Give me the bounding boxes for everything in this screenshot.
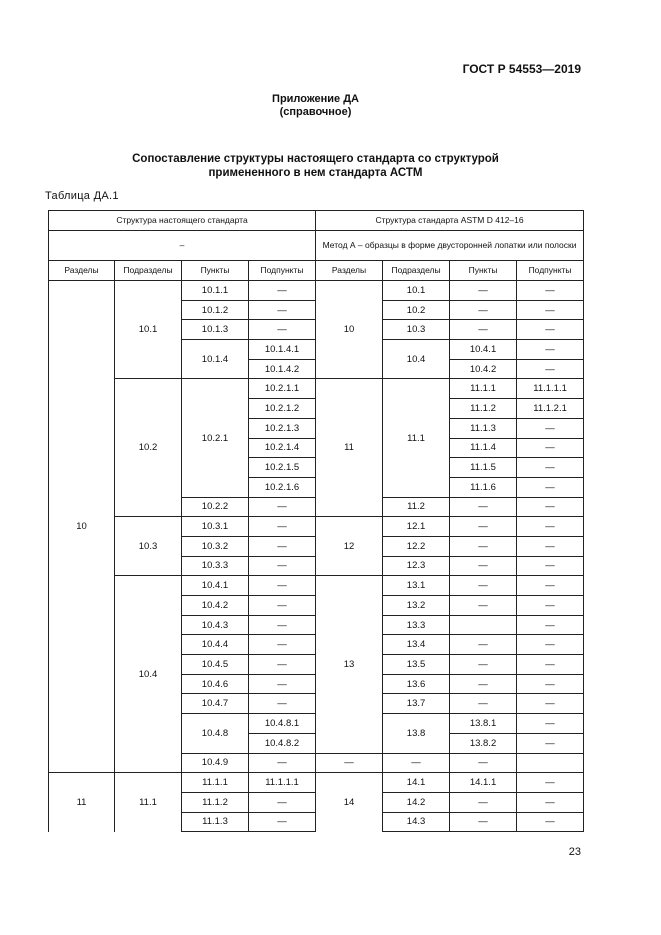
table-cell: 11.1.5 <box>450 458 517 478</box>
right-structure-header: Структура стандарта ASTM D 412–16 <box>316 211 584 231</box>
right-section-cell: 10 <box>316 281 383 379</box>
table-cell: — <box>249 281 316 301</box>
table-cell: — <box>517 635 584 655</box>
table-cell: 10.2.1.2 <box>249 399 316 419</box>
table-caption: Таблица ДА.1 <box>45 190 119 202</box>
table-cell: — <box>450 694 517 714</box>
table-cell: 10.3 <box>383 320 450 340</box>
table-cell <box>450 615 517 635</box>
left-subsection-cell: 11.1 <box>115 773 182 832</box>
appendix-heading <box>0 93 631 119</box>
table-cell: 14.3 <box>383 812 450 832</box>
table-cell: 10.2.1.5 <box>249 458 316 478</box>
table-cell: — <box>249 596 316 616</box>
table-header-row <box>49 211 584 231</box>
table-cell: — <box>517 477 584 497</box>
left-section-cell: 11 <box>49 773 115 832</box>
table-cell: 10.4.6 <box>182 674 249 694</box>
table-cell: 11.1.3 <box>182 812 249 832</box>
left-subsection-cell: 10.1 <box>115 281 182 379</box>
table-cell: 11.2 <box>383 497 450 517</box>
table-cell: 10.4.4 <box>182 635 249 655</box>
table-cell: — <box>249 556 316 576</box>
table-cell: — <box>517 556 584 576</box>
table-cell: 13.1 <box>383 576 450 596</box>
table-cell: — <box>450 596 517 616</box>
table-cell: — <box>517 792 584 812</box>
table-cell: 11.1.2 <box>450 399 517 419</box>
table-cell: 10.3.2 <box>182 536 249 556</box>
table-cell: — <box>517 812 584 832</box>
table-cell: 10.4.3 <box>182 615 249 635</box>
table-cell: 10.2.1.4 <box>249 438 316 458</box>
table-cell: — <box>450 576 517 596</box>
table-cell: — <box>517 615 584 635</box>
table-cell: — <box>450 674 517 694</box>
table-cell: — <box>517 596 584 616</box>
table-cell: 11.1.1 <box>450 379 517 399</box>
table-cell: — <box>249 812 316 832</box>
table-cell: 10.3.1 <box>182 517 249 537</box>
table-cell: — <box>249 694 316 714</box>
table-cell: — <box>517 517 584 537</box>
table-row <box>49 281 584 301</box>
table-cell: 13.5 <box>383 655 450 675</box>
table-cell: 12.2 <box>383 536 450 556</box>
col-header: Пункты <box>450 261 517 281</box>
table-cell: 10.4.7 <box>182 694 249 714</box>
table-cell: 10.1.2 <box>182 300 249 320</box>
table-cell: — <box>517 536 584 556</box>
right-section-cell: 11 <box>316 379 383 517</box>
left-subsection-cell: 10.4 <box>115 576 182 773</box>
table-cell: — <box>249 497 316 517</box>
table-cell: 13.2 <box>383 596 450 616</box>
table-cell: 14.1.1 <box>450 773 517 793</box>
table-row <box>49 773 584 793</box>
table-cell: — <box>450 281 517 301</box>
left-structure-header: Структура настоящего стандарта <box>49 211 316 231</box>
right-section-cell: 14 <box>316 773 383 832</box>
right-section-cell: 13 <box>316 576 383 753</box>
table-cell: 10.2.2 <box>182 497 249 517</box>
table-cell: 10.4.2 <box>182 596 249 616</box>
table-cell: 10.1.3 <box>182 320 249 340</box>
table-cell: — <box>249 300 316 320</box>
table-cell: — <box>517 773 584 793</box>
right-subsection-cell: 10.4 <box>383 340 450 379</box>
table-cell <box>517 753 584 773</box>
table-cell: — <box>517 300 584 320</box>
table-cell: — <box>249 536 316 556</box>
table-cell: 10.2.1.6 <box>249 477 316 497</box>
table-cell: — <box>249 615 316 635</box>
table-cell: 11.1.2.1 <box>517 399 584 419</box>
table-cell: — <box>249 753 316 773</box>
table-cell: 11.1.3 <box>450 418 517 438</box>
col-header: Пункты <box>182 261 249 281</box>
table-cell: 11.1.1.1 <box>249 773 316 793</box>
appendix-title: Приложение ДА <box>272 93 359 105</box>
structure-comparison-table <box>48 210 584 832</box>
table-cell: — <box>517 694 584 714</box>
table-cell: 10.2.1.1 <box>249 379 316 399</box>
col-header: Подпункты <box>249 261 316 281</box>
table-cell: 11.1.6 <box>450 477 517 497</box>
table-column-header-row <box>49 261 584 281</box>
table-subheader-row <box>49 231 584 261</box>
table-cell: — <box>450 517 517 537</box>
table-cell: 10.3.3 <box>182 556 249 576</box>
table-cell: 10.1.4.2 <box>249 359 316 379</box>
table-row <box>49 576 584 596</box>
table-cell: 13.4 <box>383 635 450 655</box>
table-cell: 10.4.8.1 <box>249 714 316 734</box>
table-cell: — <box>517 359 584 379</box>
table-cell: — <box>249 576 316 596</box>
table-row <box>49 379 584 399</box>
table-cell: — <box>450 792 517 812</box>
table-cell: — <box>517 655 584 675</box>
table-cell: — <box>517 340 584 360</box>
table-cell: 10.4.5 <box>182 655 249 675</box>
table-cell: — <box>517 497 584 517</box>
left-clause-cell: 10.2.1 <box>182 379 249 497</box>
col-header: Подразделы <box>115 261 182 281</box>
table-cell: 12.1 <box>383 517 450 537</box>
table-cell: — <box>249 655 316 675</box>
right-method-cell: Метод А – образцы в форме двусторонней лопатки или полоски <box>316 231 584 261</box>
left-clause-cell: 10.1.4 <box>182 340 249 379</box>
table-cell: — <box>316 753 383 773</box>
left-method-cell: – <box>49 231 316 261</box>
table-cell: — <box>450 556 517 576</box>
document-code: ГОСТ Р 54553—2019 <box>462 62 581 76</box>
table-cell: 12.3 <box>383 556 450 576</box>
table-row <box>49 517 584 537</box>
table-cell: 11.1.1.1 <box>517 379 584 399</box>
table-cell: 10.2.1.3 <box>249 418 316 438</box>
table-cell: 10.2 <box>383 300 450 320</box>
col-header: Подразделы <box>383 261 450 281</box>
table-cell: 11.1.2 <box>182 792 249 812</box>
table-cell: — <box>450 536 517 556</box>
table-cell: 14.1 <box>383 773 450 793</box>
table-cell: — <box>450 753 517 773</box>
table-cell: 10.4.1 <box>450 340 517 360</box>
left-clause-cell: 10.4.8 <box>182 714 249 753</box>
left-section-cell: 10 <box>49 281 115 773</box>
table-cell: 13.3 <box>383 615 450 635</box>
table-cell: — <box>517 576 584 596</box>
table-cell: 11.1.1 <box>182 773 249 793</box>
table-cell: — <box>517 733 584 753</box>
table-cell: 10.1 <box>383 281 450 301</box>
right-subsection-cell: 11.1 <box>383 379 450 497</box>
table-cell: — <box>450 300 517 320</box>
table-cell: — <box>517 674 584 694</box>
table-cell: 13.8.1 <box>450 714 517 734</box>
appendix-subtitle: (справочное) <box>279 106 352 118</box>
table-cell: — <box>383 753 450 773</box>
table-cell: 10.4.9 <box>182 753 249 773</box>
table-cell: — <box>517 418 584 438</box>
table-cell: 13.6 <box>383 674 450 694</box>
table-cell: — <box>450 320 517 340</box>
page-number: 23 <box>568 846 581 858</box>
table-cell: 10.4.2 <box>450 359 517 379</box>
table-cell: 10.4.8.2 <box>249 733 316 753</box>
table-cell: — <box>249 635 316 655</box>
table-cell: — <box>450 497 517 517</box>
table-cell: — <box>249 792 316 812</box>
table-cell: — <box>450 635 517 655</box>
table-cell: — <box>249 320 316 340</box>
document-title-line-1: Сопоставление структуры настоящего стандарта со структурой <box>132 153 499 165</box>
col-header: Разделы <box>49 261 115 281</box>
left-subsection-cell: 10.2 <box>115 379 182 517</box>
col-header: Разделы <box>316 261 383 281</box>
document-title <box>0 152 631 180</box>
table-cell: — <box>517 281 584 301</box>
right-subsection-cell: 13.8 <box>383 714 450 753</box>
table-cell: — <box>450 812 517 832</box>
col-header: Подпункты <box>517 261 584 281</box>
table-cell: — <box>517 458 584 478</box>
table-cell: — <box>517 438 584 458</box>
table-cell: — <box>249 674 316 694</box>
table-cell: 14.2 <box>383 792 450 812</box>
table-cell: — <box>450 655 517 675</box>
table-cell: 10.4.1 <box>182 576 249 596</box>
right-section-cell: 12 <box>316 517 383 576</box>
table-cell: — <box>249 517 316 537</box>
table-cell: 13.7 <box>383 694 450 714</box>
table-cell: 10.1.1 <box>182 281 249 301</box>
left-subsection-cell: 10.3 <box>115 517 182 576</box>
table-cell: — <box>517 714 584 734</box>
table-cell: — <box>517 320 584 340</box>
table-cell: 11.1.4 <box>450 438 517 458</box>
document-title-line-2: примененного в нем стандарта АСТМ <box>208 167 423 179</box>
table-cell: 10.1.4.1 <box>249 340 316 360</box>
table-cell: 13.8.2 <box>450 733 517 753</box>
